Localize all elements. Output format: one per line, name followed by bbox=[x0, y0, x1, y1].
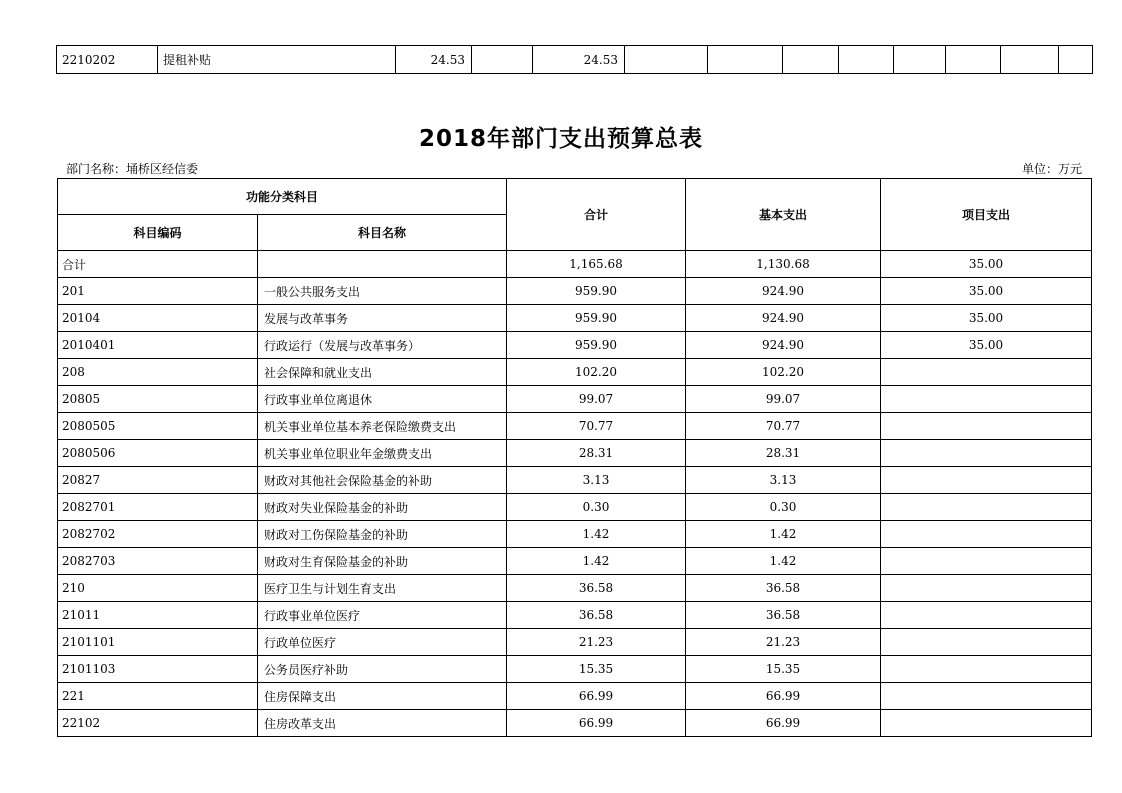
code-cell: 2080505 bbox=[58, 413, 258, 440]
project-cell bbox=[881, 440, 1092, 467]
code-cell: 2082702 bbox=[58, 521, 258, 548]
empty-cell bbox=[894, 46, 946, 74]
basic-cell: 102.20 bbox=[686, 359, 881, 386]
project-cell: 35.00 bbox=[881, 251, 1092, 278]
total-cell: 1,165.68 bbox=[507, 251, 686, 278]
page-title: 2018年部门支出预算总表 bbox=[418, 126, 703, 152]
code-cell: 2101103 bbox=[58, 656, 258, 683]
total-cell: 1.42 bbox=[507, 521, 686, 548]
project-cell bbox=[881, 602, 1092, 629]
basic-cell: 1.42 bbox=[686, 521, 881, 548]
table-row bbox=[58, 413, 1092, 440]
empty-cell bbox=[1001, 46, 1059, 74]
department-label: 部门名称：埇桥区经信委 bbox=[66, 162, 199, 176]
name-cell: 机关事业单位职业年金缴费支出 bbox=[258, 440, 507, 467]
project-cell: 35.00 bbox=[881, 305, 1092, 332]
table-row bbox=[57, 46, 1093, 74]
basic-cell: 1,130.68 bbox=[686, 251, 881, 278]
basic-header: 基本支出 bbox=[686, 179, 881, 251]
project-cell: 35.00 bbox=[881, 278, 1092, 305]
table-row bbox=[58, 467, 1092, 494]
name-header: 科目名称 bbox=[258, 215, 507, 251]
project-cell bbox=[881, 656, 1092, 683]
name-cell: 财政对工伤保险基金的补助 bbox=[258, 521, 507, 548]
code-header: 科目编码 bbox=[58, 215, 258, 251]
project-cell bbox=[881, 413, 1092, 440]
name-cell: 社会保障和就业支出 bbox=[258, 359, 507, 386]
basic-cell: 924.90 bbox=[686, 332, 881, 359]
code-cell: 210 bbox=[58, 575, 258, 602]
name-cell: 医疗卫生与计划生育支出 bbox=[258, 575, 507, 602]
prev-code-cell: 2210202 bbox=[57, 46, 158, 74]
table-body bbox=[58, 251, 1092, 737]
table-row bbox=[58, 386, 1092, 413]
project-cell bbox=[881, 575, 1092, 602]
table-row bbox=[58, 332, 1092, 359]
budget-table bbox=[57, 178, 1092, 737]
empty-cell bbox=[625, 46, 708, 74]
code-cell: 21011 bbox=[58, 602, 258, 629]
code-cell: 208 bbox=[58, 359, 258, 386]
previous-table-remnant bbox=[56, 45, 1093, 74]
project-cell bbox=[881, 548, 1092, 575]
total-cell: 99.07 bbox=[507, 386, 686, 413]
name-cell: 行政单位医疗 bbox=[258, 629, 507, 656]
code-cell: 合计 bbox=[58, 251, 258, 278]
empty-cell bbox=[472, 46, 533, 74]
table-row bbox=[58, 251, 1092, 278]
table-row bbox=[58, 278, 1092, 305]
basic-cell: 36.58 bbox=[686, 575, 881, 602]
basic-cell: 70.77 bbox=[686, 413, 881, 440]
name-cell: 住房保障支出 bbox=[258, 683, 507, 710]
basic-cell: 924.90 bbox=[686, 278, 881, 305]
table-row bbox=[58, 494, 1092, 521]
empty-cell bbox=[708, 46, 783, 74]
project-cell bbox=[881, 467, 1092, 494]
empty-cell bbox=[1059, 46, 1093, 74]
total-cell: 0.30 bbox=[507, 494, 686, 521]
total-cell: 28.31 bbox=[507, 440, 686, 467]
code-cell: 20827 bbox=[58, 467, 258, 494]
total-cell: 959.90 bbox=[507, 305, 686, 332]
table-row bbox=[58, 683, 1092, 710]
code-cell: 2082701 bbox=[58, 494, 258, 521]
total-cell: 36.58 bbox=[507, 602, 686, 629]
name-cell: 财政对其他社会保险基金的补助 bbox=[258, 467, 507, 494]
basic-cell: 924.90 bbox=[686, 305, 881, 332]
total-cell: 3.13 bbox=[507, 467, 686, 494]
prev-value-cell: 24.53 bbox=[396, 46, 472, 74]
name-cell: 行政事业单位离退休 bbox=[258, 386, 507, 413]
project-cell: 35.00 bbox=[881, 332, 1092, 359]
project-cell bbox=[881, 629, 1092, 656]
name-cell: 公务员医疗补助 bbox=[258, 656, 507, 683]
project-cell bbox=[881, 494, 1092, 521]
code-cell: 221 bbox=[58, 683, 258, 710]
project-cell bbox=[881, 521, 1092, 548]
table-row bbox=[58, 575, 1092, 602]
basic-cell: 15.35 bbox=[686, 656, 881, 683]
code-cell: 20805 bbox=[58, 386, 258, 413]
code-cell: 2082703 bbox=[58, 548, 258, 575]
header-row bbox=[58, 179, 1092, 215]
code-cell: 22102 bbox=[58, 710, 258, 737]
project-cell bbox=[881, 359, 1092, 386]
prev-value-cell: 24.53 bbox=[533, 46, 625, 74]
func-class-header: 功能分类科目 bbox=[58, 179, 507, 215]
basic-cell: 66.99 bbox=[686, 683, 881, 710]
code-cell: 20104 bbox=[58, 305, 258, 332]
project-cell bbox=[881, 386, 1092, 413]
basic-cell: 0.30 bbox=[686, 494, 881, 521]
table-row bbox=[58, 359, 1092, 386]
table-row bbox=[58, 629, 1092, 656]
table-row bbox=[58, 521, 1092, 548]
prev-name-cell: 提租补贴 bbox=[158, 46, 396, 74]
basic-cell: 21.23 bbox=[686, 629, 881, 656]
basic-cell: 3.13 bbox=[686, 467, 881, 494]
name-cell: 机关事业单位基本养老保险缴费支出 bbox=[258, 413, 507, 440]
code-cell: 201 bbox=[58, 278, 258, 305]
name-cell: 一般公共服务支出 bbox=[258, 278, 507, 305]
project-cell bbox=[881, 710, 1092, 737]
code-cell: 2080506 bbox=[58, 440, 258, 467]
name-cell: 住房改革支出 bbox=[258, 710, 507, 737]
name-cell bbox=[258, 251, 507, 278]
name-cell: 发展与改革事务 bbox=[258, 305, 507, 332]
table-row bbox=[58, 440, 1092, 467]
table-row bbox=[58, 710, 1092, 737]
table-row bbox=[58, 305, 1092, 332]
total-cell: 15.35 bbox=[507, 656, 686, 683]
empty-cell bbox=[839, 46, 894, 74]
total-cell: 959.90 bbox=[507, 278, 686, 305]
total-cell: 36.58 bbox=[507, 575, 686, 602]
total-cell: 1.42 bbox=[507, 548, 686, 575]
basic-cell: 66.99 bbox=[686, 710, 881, 737]
basic-cell: 1.42 bbox=[686, 548, 881, 575]
name-cell: 财政对生育保险基金的补助 bbox=[258, 548, 507, 575]
table-row bbox=[58, 548, 1092, 575]
total-cell: 66.99 bbox=[507, 683, 686, 710]
code-cell: 2101101 bbox=[58, 629, 258, 656]
total-cell: 66.99 bbox=[507, 710, 686, 737]
table-row bbox=[58, 602, 1092, 629]
project-header: 项目支出 bbox=[881, 179, 1092, 251]
total-cell: 70.77 bbox=[507, 413, 686, 440]
unit-label: 单位：万元 bbox=[1021, 162, 1082, 176]
basic-cell: 99.07 bbox=[686, 386, 881, 413]
total-header: 合计 bbox=[507, 179, 686, 251]
code-cell: 2010401 bbox=[58, 332, 258, 359]
total-cell: 21.23 bbox=[507, 629, 686, 656]
empty-cell bbox=[783, 46, 839, 74]
name-cell: 财政对失业保险基金的补助 bbox=[258, 494, 507, 521]
name-cell: 行政事业单位医疗 bbox=[258, 602, 507, 629]
project-cell bbox=[881, 683, 1092, 710]
basic-cell: 36.58 bbox=[686, 602, 881, 629]
name-cell: 行政运行（发展与改革事务） bbox=[258, 332, 507, 359]
table-row bbox=[58, 656, 1092, 683]
basic-cell: 28.31 bbox=[686, 440, 881, 467]
total-cell: 959.90 bbox=[507, 332, 686, 359]
empty-cell bbox=[946, 46, 1001, 74]
total-cell: 102.20 bbox=[507, 359, 686, 386]
